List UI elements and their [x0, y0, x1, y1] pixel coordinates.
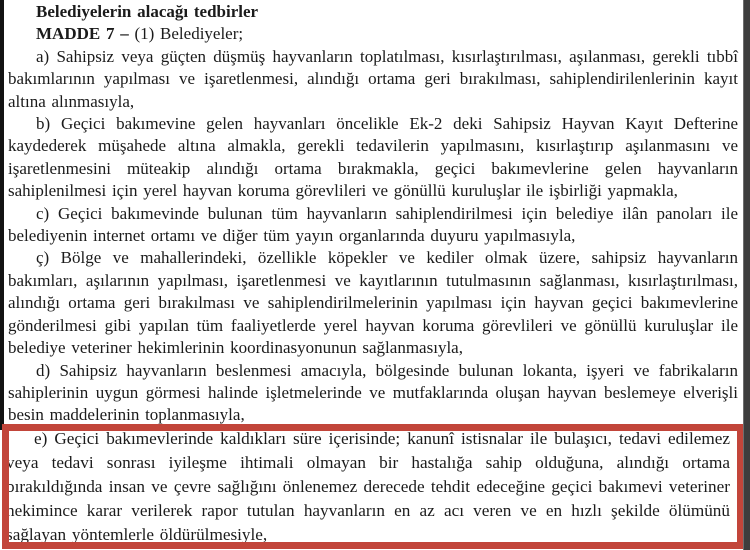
page-right-edge-strip — [743, 0, 750, 550]
article-intro-text: (1) Belediyeler; — [128, 24, 244, 44]
clause-c-cedilla: ç) Bölge ve mahallerindeki, özellikle köpekler ve kediler olmak üzere, sahipsiz hayvanların bakımları, aşılarının yapılması, işaretlenmesi ve kayıtlarının tutulmasının sağlanması, kısırlaştırılması, alındığı ortama geri bırakılması ve sahiplendirilmelerinin yapılması için hayvan geçici bakımevlerine gönderilmesi gibi yapılan tüm faaliyetlerde yerel hayvan koruma görevlileri ve gönüllü kuruluşlar ile belediye veteriner hekimlerinin koordinasyonunun sağlanmasıyla, — [8, 248, 738, 358]
article-number-label: MADDE 7 – — [36, 24, 129, 44]
clause-a: a) Sahipsiz veya güçten düşmüş hayvanların toplatılması, kısırlaştırılması, aşılanması, gerekli tıbbî bakımlarının yapılması ve işaretlenmesi, alındığı ortama geri bırakılması, sahiplendirilenlerinin kayıt altına alınmasıyla, — [8, 46, 738, 111]
clause-c: c) Geçici bakımevinde bulunan tüm hayvanların sahiplendirilmesi için belediye ilân panoları ile belediyenin internet ortamı ve diğer tüm yayın organlarında duyuru yapılmasıyla, — [8, 203, 738, 246]
page-left-border-line — [0, 0, 4, 430]
clause-e-highlighted-text: e) Geçici bakımevlerinde kaldıkları süre içerisinde; kanunî istisnalar ile bulaşıcı, tedavi edilemez veya tedavi sonrası iyileşme ihtimali olmayan bir hastalığa sahip olduğuna, alındığı ortama bırakıldığında insan ve çevre sağlığını önlenemez derecede tehdit edeceğine geçici bakımevi veteriner hekimince karar verilerek rapor tutulan hayvanların en az acı veren ve en hızlı şekilde ölümünü sağlayan yöntemlerle öldürülmesiyle, — [6, 429, 730, 544]
article-line — [8, 23, 738, 45]
clause-d: d) Sahipsiz hayvanların beslenmesi amacıyla, bölgesinde bulunan lokanta, işyeri ve fabrikaların sahiplerinin uygun görmesi halinde işletmelerinde ve mutfaklarında oluşan hayvan beslemeye elverişli besin maddelerinin toplanmasıyla, — [8, 360, 738, 425]
section-heading: Belediyelerin alacağı tedbirler — [36, 2, 259, 21]
clause-b: b) Geçici bakımevine gelen hayvanları öncelikle Ek-2 deki Sahipsiz Hayvan Kayıt Defterine kaydederek müşahede altına almakla, gerekli tedavilerin yapılmasını, kısırlaştırıp aşılanmasını ve işaretlenmesini müteakip alındığı ortama bırakmakla, geçici bakımevlerine gelen hayvanların sahiplenilmesi için yerel hayvan koruma görevlileri ve gönüllü kuruluşlar ile işbirliği yapmakla, — [8, 114, 738, 201]
regulation-text-body — [8, 1, 738, 427]
